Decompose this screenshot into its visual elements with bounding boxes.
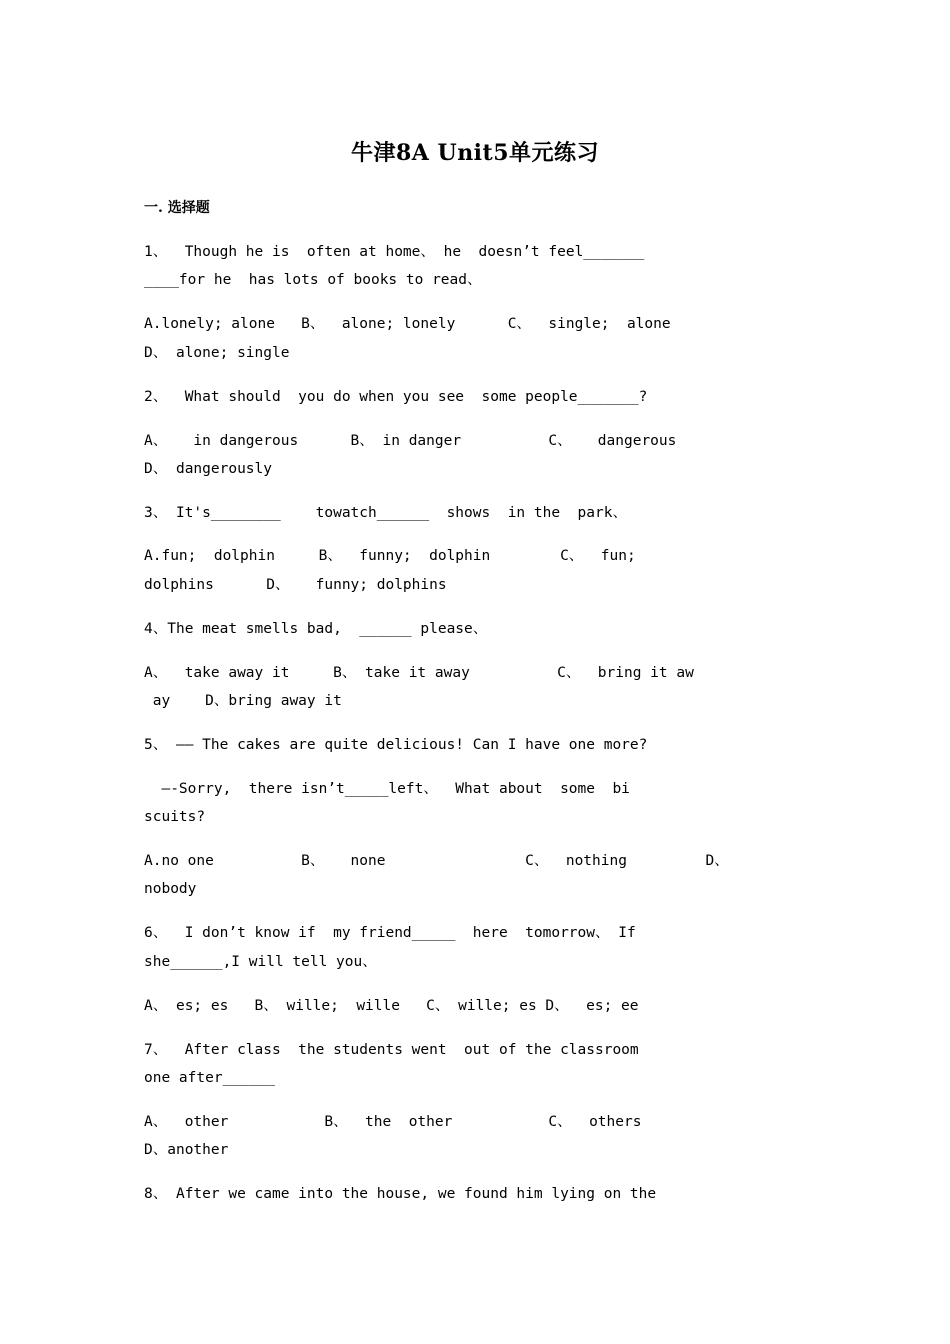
text-line: A.no one B、 none C、 nothing D、	[144, 853, 729, 869]
text-line: 8、 After we came into the house, we found him lying on the	[144, 1186, 657, 1202]
text-line: nobody	[144, 881, 197, 897]
text-line: 7、 After class the students went out of the classroom	[144, 1042, 639, 1058]
text-line: 3、 It's________ towatch______ shows in the park、	[144, 505, 627, 521]
text-line: 2、 What should you do when you see some people_______?	[144, 389, 648, 405]
text-line: A、 es; es B、 wille; wille C、 wille; es D、 es; ee	[144, 998, 639, 1014]
text-line: 4、The meat smells bad, ______ please、	[144, 621, 488, 637]
text-line: 5、 —— The cakes are quite delicious! Can I have one more?	[144, 737, 648, 753]
text-line: D、 alone; single	[144, 345, 290, 361]
text-line: 1、 Though he is often at home、 he doesn’t feel_______	[144, 244, 645, 260]
text-line: A.fun; dolphin B、 funny; dolphin C、 fun;	[144, 548, 636, 564]
text-line: 6、 I don’t know if my friend_____ here tomorrow、 If	[144, 925, 636, 941]
text-line: ____for he has lots of books to read、	[144, 272, 482, 288]
text-line: one after______	[144, 1070, 275, 1086]
text-line: ay D、bring away it	[144, 693, 342, 709]
section-heading: 一. 选择题	[144, 200, 210, 216]
text-line: she______,I will tell you、	[144, 954, 377, 970]
text-line: D、 dangerously	[144, 461, 272, 477]
text-line: —-Sorry, there isn’t_____left、 What about some bi	[144, 781, 630, 797]
text-line: dolphins D、 funny; dolphins	[144, 577, 447, 593]
text-line: D、another	[144, 1142, 229, 1158]
text-line: A、 other B、 the other C、 others	[144, 1114, 642, 1130]
text-line: A、 take away it B、 take it away C、 bring it aw	[144, 665, 694, 681]
text-line: A.lonely; alone B、 alone; lonely C、 single; alone	[144, 316, 671, 332]
document-title: 牛津8A Unit5单元练习	[350, 140, 600, 166]
text-line: scuits?	[144, 809, 206, 825]
text-line: A、 in dangerous B、 in danger C、 dangerous	[144, 433, 677, 449]
